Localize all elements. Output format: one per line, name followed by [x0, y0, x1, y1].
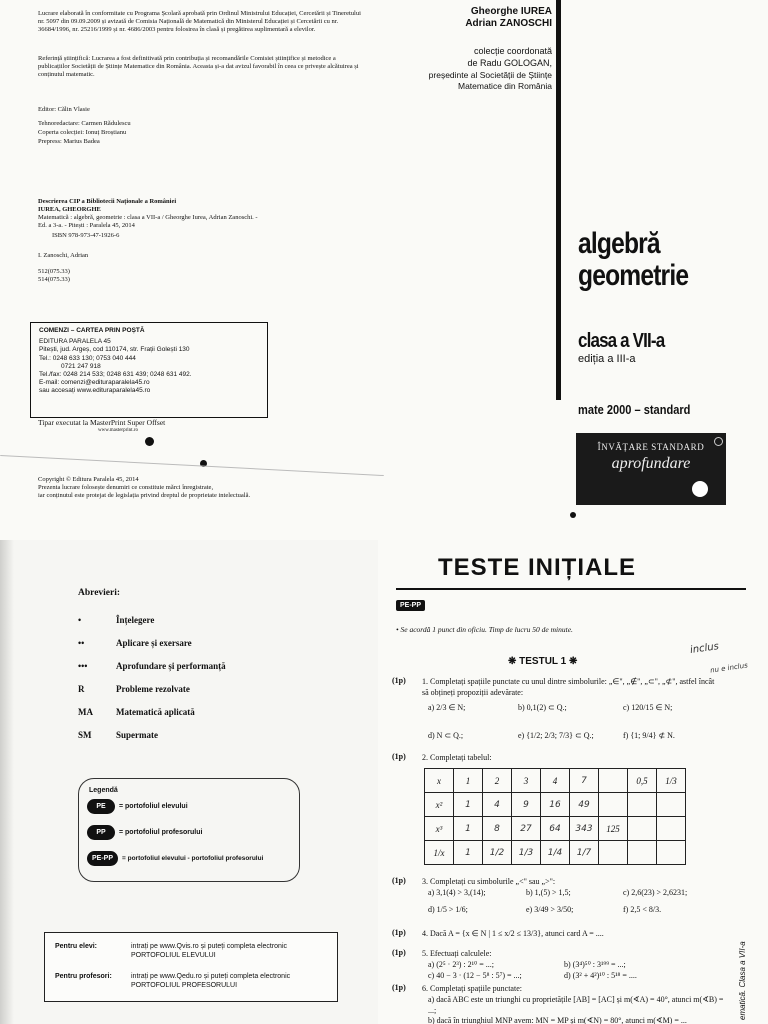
order-title: COMENZI – CARTEA PRIN POȘTĂ — [39, 327, 145, 334]
abbrev-key: •• — [78, 637, 85, 648]
legend-item — [87, 825, 202, 840]
copyright-line-2: Prezenta lucrare folosește denumiri ce constituie mărci înregistrate, — [38, 484, 214, 491]
order-tel: Tel.: 0248 633 130; 0753 040 444 — [39, 354, 136, 362]
printer-web: www.masterprint.ro — [98, 428, 138, 433]
isbn: ISBN 978-973-47-1926-6 — [52, 232, 120, 239]
coauthor: I. Zanoschi, Adrian — [38, 252, 89, 259]
q1-points: (1p) — [392, 676, 406, 685]
legend-title: Legendă — [89, 787, 118, 794]
cip-author: IUREA, GHEORGHE — [38, 206, 101, 213]
title-algebra: algebră — [578, 227, 660, 260]
q3-points: (1p) — [392, 876, 406, 885]
legend-tag: PP — [87, 825, 115, 840]
q4-points: (1p) — [392, 928, 406, 937]
abbrev-value: Probleme rezolvate — [116, 683, 190, 694]
table-cell — [599, 769, 628, 793]
table-cell: 1/3 — [657, 769, 686, 793]
table-row — [425, 817, 686, 841]
title-geometrie: geometrie — [578, 259, 689, 292]
table-cell: 16 — [541, 793, 570, 817]
table-cell: 8 — [483, 817, 512, 841]
table-cell: 64 — [541, 817, 570, 841]
q3-item: d) 1/5 > 1/6; — [428, 905, 468, 914]
q3-item: b) 1,(5) > 1,5; — [526, 888, 571, 897]
table-cell — [657, 841, 686, 865]
q5-item: a) (2⁵ · 2³) : 2¹⁰ = ...; — [428, 960, 494, 969]
table-cell: x³ — [425, 817, 454, 841]
table-cell: 1/x — [425, 841, 454, 865]
table-row — [425, 841, 686, 865]
author-1: Gheorghe IUREA — [470, 6, 552, 17]
q5-item: c) 40 − 3 · (12 − 5⁸ : 5⁷) = ...; — [428, 971, 522, 980]
badge-subtitle: aprofundare — [611, 455, 691, 472]
students-text: intrați pe www.Qvis.ro și puteți completa electronic — [131, 943, 288, 950]
order-email: E-mail: comenzi@edituraparalela45.ro — [39, 379, 150, 387]
abbrev-item — [78, 700, 338, 723]
table-cell: 49 — [570, 793, 599, 817]
table-cell: 1/4 — [541, 841, 570, 865]
registered-mark-icon — [714, 437, 723, 446]
q2-text: 2. Completați tabelul: — [422, 753, 492, 762]
abbrev-list — [78, 608, 338, 746]
q1-item: a) 2/3 ∈ N; — [428, 703, 466, 712]
q1-item: e) {1/2; 2/3; 7/3} ⊂ Q.; — [518, 731, 594, 740]
table-cell: 1 — [454, 841, 483, 865]
abbrev-title: Abrevieri: — [78, 588, 121, 598]
abbrev-value: Aplicare și exersare — [116, 637, 192, 648]
q6-points: (1p) — [392, 983, 406, 992]
legend-text: = portofoliul elevului - portofoliul profesorului — [122, 855, 264, 862]
copyright-line-3: iar conținutul este protejat de legislația privind dreptul de proprietate intelectuală. — [38, 492, 251, 499]
q6-item-b: b) dacă în triunghiul MNP avem: MN = MP și m(∢N) = 80°, atunci m(∢M) = ... — [428, 1016, 687, 1024]
cip-text: Matematică : algebră, geometrie : clasa a VII-a / Gheorghe Iurea, Adrian Zanoschi. - Ed. a 3-a. - Pitești : Paralela 45, 2014 — [38, 214, 258, 229]
table-cell — [628, 793, 657, 817]
cip-title: Descrierea CIP a Bibliotecii Naționale a României — [38, 198, 177, 205]
udc-2: 514(075.33) — [38, 276, 70, 283]
order-address: Pitești, jud. Argeș, cod 110174, str. Frații Golești 130 — [39, 346, 190, 354]
udc-1: 512(075.33) — [38, 268, 70, 275]
values-table — [424, 768, 686, 865]
q1-item: f) {1; 9/4} ⊄ N. — [623, 731, 675, 740]
legend-tag: PE — [87, 799, 115, 814]
abbrev-value: Matematică aplicată — [116, 706, 195, 717]
intro-text: Lucrare elaborată în conformitate cu Programa Școlară aprobată prin Ordinul Ministrului Educației, Cercetării și Tineretului nr. 5097 din 09.09.2009 și avizată de Comisia Națională de Matematică din Ministerul Educației și Cercetării cu nr. 36684/1996, nr. 25216/1999 și nr. 4686/2003 pentru folosirea în clasă și pregătirea suplimentară a elevilor. — [38, 10, 361, 33]
copyright: Copyright © Editura Paralela 45, 2014 — [38, 476, 139, 483]
abbrev-item — [78, 677, 338, 700]
coordinated-collection: colecție coordonată — [473, 46, 552, 56]
series: mate 2000 – standard — [578, 402, 691, 417]
table-row — [425, 769, 686, 793]
scoring-note: • Se acordă 1 punct din oficiu. Timp de lucru 50 de minute. — [396, 625, 573, 634]
abbrev-key: R — [78, 683, 85, 694]
q2-points: (1p) — [392, 752, 406, 761]
table-cell: 4 — [541, 769, 570, 793]
badge-label: ÎNVĂȚARE STANDARD — [597, 442, 705, 452]
table-cell: 1 — [454, 793, 483, 817]
ink-spot — [145, 437, 154, 446]
order-tel-2: 0721 247 918 — [61, 362, 101, 370]
title-page — [384, 0, 768, 540]
q3-item: f) 2,5 < 8/3. — [623, 905, 662, 914]
table-cell — [657, 793, 686, 817]
legend-text: = portofoliul profesorului — [119, 829, 203, 836]
students-label: Pentru elevi: — [55, 943, 98, 950]
author-2: Adrian ZANOSCHI — [465, 18, 552, 29]
edition: ediția a III-a — [578, 353, 636, 365]
legend-tag: PE-PP — [87, 851, 118, 866]
q5-item: b) (3⁴)⁵⁰ : 3¹⁹⁹ = ...; — [564, 960, 626, 969]
q5-item: d) (3² + 4²)¹⁰ : 5¹⁸ = .... — [564, 971, 637, 980]
abbrev-item — [78, 631, 338, 654]
teachers-label: Pentru profesori: — [55, 973, 112, 980]
table-row — [425, 793, 686, 817]
table-cell: 3 — [512, 769, 541, 793]
table-cell — [599, 793, 628, 817]
badge-dot — [692, 481, 708, 497]
handwritten-note: inclus — [689, 641, 720, 656]
colophon-page — [0, 0, 384, 540]
order-web: sau accesați www.edituraparalela45.ro — [39, 387, 151, 395]
order-fax: Tel./fax: 0248 214 533; 0248 631 439; 0248 631 492. — [39, 371, 192, 379]
table-cell: 1/3 — [512, 841, 541, 865]
abbrev-item — [78, 654, 338, 677]
teachers-text: intrați pe www.Qedu.ro și puteți completa electronic — [131, 973, 291, 980]
table-cell: 4 — [483, 793, 512, 817]
q1-item: b) 0,1(2) ⊂ Q.; — [518, 703, 567, 712]
page-gutter — [0, 540, 14, 1024]
order-box — [30, 322, 268, 418]
cover-credit: Coperta colecției: Ionuț Broștianu — [38, 129, 127, 136]
table-cell: 27 — [512, 817, 541, 841]
students-portfolio: PORTOFOLIUL ELEVULUI — [131, 952, 216, 959]
table-cell: 343 — [570, 817, 599, 841]
editor: Editor: Călin Vlasie — [38, 106, 90, 113]
abbrev-value: Înțelegere — [116, 614, 155, 625]
coordinator-role: președinte al Societății de Științe — [428, 70, 552, 80]
q5-points: (1p) — [392, 948, 406, 957]
typesetting: Tehnoredactare: Carmen Rădulescu — [38, 120, 131, 127]
portfolio-info-box — [44, 932, 338, 1002]
q1-item: c) 120/15 ∈ N; — [623, 703, 673, 712]
table-cell: 7 — [570, 769, 599, 793]
legend-item — [87, 799, 188, 814]
table-cell — [657, 817, 686, 841]
legend-box — [78, 778, 300, 882]
table-cell: 1 — [454, 817, 483, 841]
vertical-rule — [556, 0, 561, 400]
table-cell: 9 — [512, 793, 541, 817]
q6-item-a: a) dacă ABC este un triunghi cu proprietățile [AB] = [AC] și m(∢A) = 40°, atunci m(∢B) = ...; — [428, 995, 724, 1015]
table-cell: 1/7 — [570, 841, 599, 865]
legend-item — [87, 851, 263, 866]
q5-text: 5. Efectuați calculele: — [422, 949, 492, 958]
printer: Tipar executat la MasterPrint Super Offset — [38, 418, 166, 427]
test-title: ❋ TESTUL 1 ❋ — [508, 656, 578, 667]
abbrev-item — [78, 723, 338, 746]
series-badge — [576, 433, 726, 505]
grade: clasa a VII-a — [578, 330, 665, 352]
table-cell: 0,5 — [628, 769, 657, 793]
q3-item: c) 2,6(23) > 2,6231; — [623, 888, 688, 897]
table-cell — [628, 817, 657, 841]
portfolio-tag: PE-PP — [396, 600, 425, 611]
test-page — [378, 540, 768, 1024]
q3-text: 3. Completați cu simbolurile „<" sau „>": — [422, 877, 556, 886]
q6-text: 6. Completați spațiile punctate: — [422, 984, 522, 993]
abbrev-key: ••• — [78, 660, 88, 671]
abbrev-value: Aprofundare și performanță — [116, 660, 226, 671]
prepress: Prepress: Marius Badea — [38, 138, 100, 145]
heading-rule — [396, 588, 746, 590]
abbrev-key: MA — [78, 706, 93, 717]
q3-item: e) 3/49 > 3/50; — [526, 905, 574, 914]
table-cell — [599, 841, 628, 865]
table-cell: 2 — [483, 769, 512, 793]
q4-text: 4. Dacă A = {x ∈ N | 1 ≤ x/2 ≤ 13/3}, atunci card A = .... — [422, 929, 604, 938]
table-cell: 1/2 — [483, 841, 512, 865]
table-cell: 1 — [454, 769, 483, 793]
table-cell: 125 — [599, 817, 628, 841]
q1-text: 1. Completați spațiile punctate cu unul dintre simbolurile: „∈", „∉", „⊂", „⊄", astfel încât să obțineți propoziții adevărate: — [422, 677, 715, 697]
abbrev-key: • — [78, 614, 82, 625]
coordinator-society: Matematice din România — [457, 81, 552, 91]
legend-text: = portofoliul elevului — [119, 803, 188, 810]
table-cell — [628, 841, 657, 865]
tests-heading: TESTE INIȚIALE — [438, 554, 637, 581]
abbrev-item — [78, 608, 338, 631]
coordinator: de Radu GOLOGAN, — [467, 58, 552, 68]
abbrev-value: Supermate — [116, 729, 158, 740]
teachers-portfolio: PORTOFOLIUL PROFESORULUI — [131, 982, 238, 989]
order-publisher: EDITURA PARALELA 45 — [39, 338, 111, 346]
q3-item: a) 3,1(4) > 3,(14); — [428, 888, 486, 897]
abbreviations-page — [0, 540, 378, 1024]
abbrev-key: SM — [78, 729, 92, 740]
scan-fold — [0, 455, 384, 476]
table-cell: x — [425, 769, 454, 793]
q1-item: d) N ⊂ Q.; — [428, 731, 464, 740]
handwritten-note-2: nu e inclus — [709, 661, 749, 675]
table-cell: x² — [425, 793, 454, 817]
side-running-title: ematică. Clasa a VII-a — [738, 941, 747, 1020]
ink-spot — [570, 512, 576, 518]
scientific-reference: Referință științifică: Lucrarea a fost definitivată prin contribuția și recomandările Comisiei științifice și metodice a publicațiilor Societății de Științe Matematice din România. Aceasta și-a dat avizul favorabil în ceea ce privește alcătuirea și conținutul matematic. — [38, 55, 359, 78]
